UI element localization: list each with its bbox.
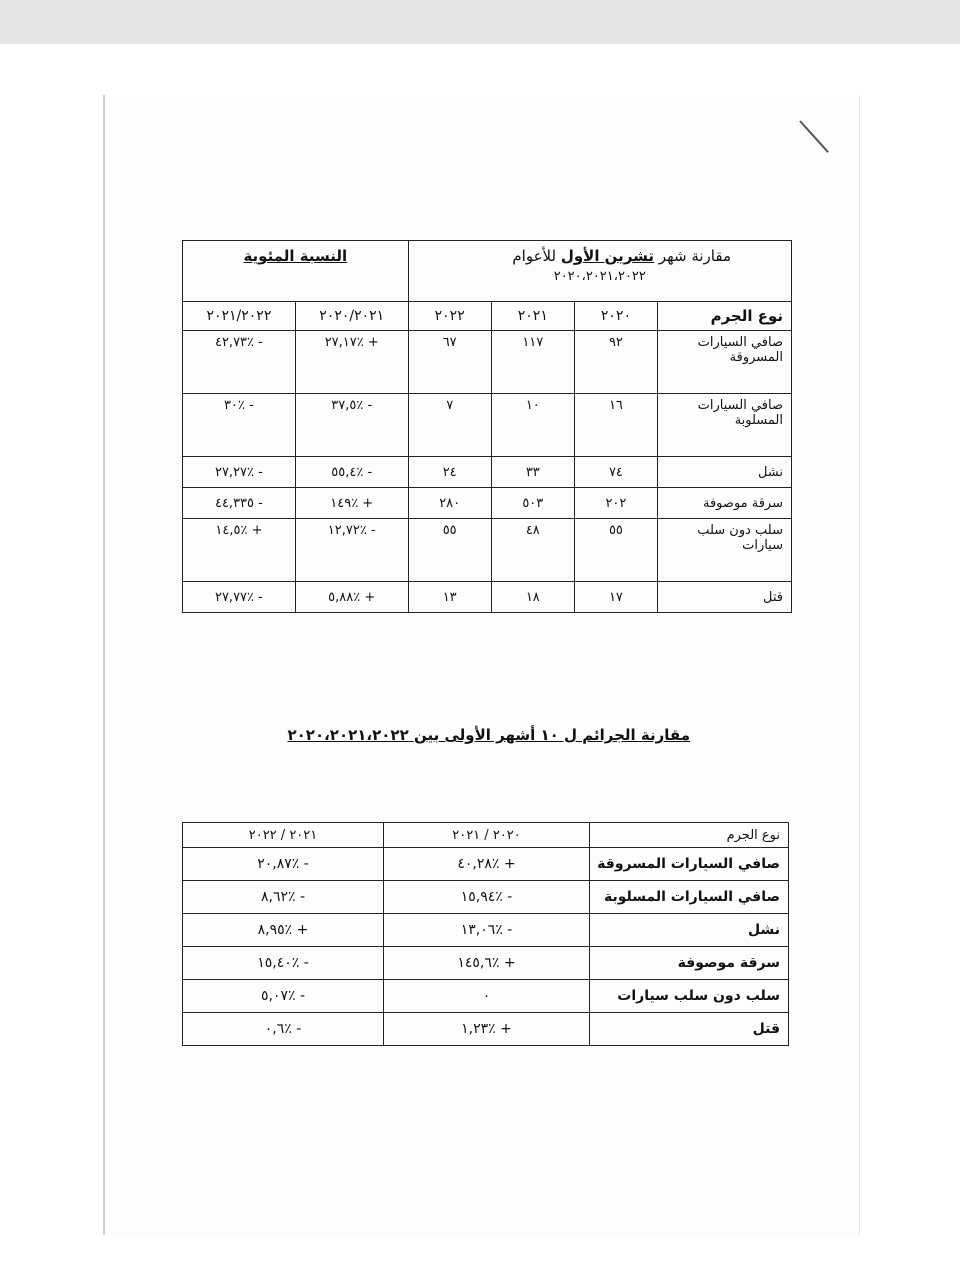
pct-2021-2022: - ٪٢٧,٧٧ xyxy=(183,582,296,613)
pct-2020-2021: - ٪٥٥,٤ xyxy=(295,457,408,488)
table1-title: مقارنة شهر تشرين الأول للأعوام xyxy=(512,247,731,265)
pct-2021-2022: - ٪٤٢,٧٣ xyxy=(183,331,296,394)
ten-months-comparison-table xyxy=(182,822,789,1046)
pct-2021-2022: - ٪٠,٦ xyxy=(183,1013,384,1046)
table-row xyxy=(183,394,792,457)
header-crime-type: نوع الجرم xyxy=(590,823,789,848)
pct-title: النسبة المئوية xyxy=(243,247,348,265)
value-2022: ٦٧ xyxy=(408,331,491,394)
value-2021: ٤٨ xyxy=(491,519,574,582)
crime-label: قتل xyxy=(590,1013,789,1046)
value-2020: ١٧ xyxy=(574,582,657,613)
pct-2020-2021: + ٪١٤٥,٦ xyxy=(384,947,590,980)
table-row xyxy=(183,947,789,980)
value-2021: ١١٧ xyxy=(491,331,574,394)
pct-2021-2022: + ٪٨,٩٥ xyxy=(183,914,384,947)
header-pct-2021-2022: ٢٠٢١/٢٠٢٢ xyxy=(183,302,296,331)
pct-2021-2022: + ٪١٤,٥ xyxy=(183,519,296,582)
header-crime-type: نوع الجرم xyxy=(658,302,792,331)
crime-label: صافي السيارات المسلوبة xyxy=(658,394,792,457)
table-row xyxy=(183,582,792,613)
crime-label: نشل xyxy=(658,457,792,488)
table-row xyxy=(183,331,792,394)
crime-label: سلب دون سلب سيارات xyxy=(658,519,792,582)
table-row xyxy=(183,980,789,1013)
october-comparison-table xyxy=(182,240,792,613)
crime-label: صافي السيارات المسروقة xyxy=(590,848,789,881)
pct-2021-2022: - ٪٥,٠٧ xyxy=(183,980,384,1013)
crime-label: صافي السيارات المسلوبة xyxy=(590,881,789,914)
pct-2020-2021: + ٪٤٠,٢٨ xyxy=(384,848,590,881)
value-2022: ١٣ xyxy=(408,582,491,613)
value-2020: ٢٠٢ xyxy=(574,488,657,519)
value-2022: ٧ xyxy=(408,394,491,457)
header-2021: ٢٠٢١ xyxy=(491,302,574,331)
value-2022: ٢٨٠ xyxy=(408,488,491,519)
table2-header-row xyxy=(183,823,789,848)
section2-heading: مقارنة الجرائم ل ١٠ أشهر الأولى بين ٢٠٢٠،٢٠٢١،٢٠٢٢ xyxy=(287,726,690,744)
crime-label: قتل xyxy=(658,582,792,613)
value-2020: ٩٢ xyxy=(574,331,657,394)
header-2020: ٢٠٢٠ xyxy=(574,302,657,331)
value-2021: ١٨ xyxy=(491,582,574,613)
pct-2021-2022: - ٪٨,٦٢ xyxy=(183,881,384,914)
table1-header-row xyxy=(183,302,792,331)
table-row xyxy=(183,488,792,519)
table1-title-years: ٢٠٢٠،٢٠٢١،٢٠٢٢ xyxy=(553,269,646,284)
value-2020: ٧٤ xyxy=(574,457,657,488)
pct-title-cell xyxy=(183,241,409,302)
pct-2021-2022: - ٪٣٠ xyxy=(183,394,296,457)
pct-2020-2021: ٠ xyxy=(384,980,590,1013)
pct-2020-2021: - ٪١٥,٩٤ xyxy=(384,881,590,914)
value-2022: ٢٤ xyxy=(408,457,491,488)
value-2021: ٣٣ xyxy=(491,457,574,488)
crime-label: سرقة موصوفة xyxy=(658,488,792,519)
pct-2021-2022: - ٪١٥,٤٠ xyxy=(183,947,384,980)
value-2021: ٥٠٣ xyxy=(491,488,574,519)
pct-2021-2022: - ٤٤,٣٣٥ xyxy=(183,488,296,519)
value-2020: ١٦ xyxy=(574,394,657,457)
table-row xyxy=(183,848,789,881)
crime-label: سلب دون سلب سيارات xyxy=(590,980,789,1013)
header-2022: ٢٠٢٢ xyxy=(408,302,491,331)
pct-2020-2021: + ٪٢٧,١٧ xyxy=(295,331,408,394)
pct-2020-2021: - ٪٣٧,٥ xyxy=(295,394,408,457)
table-row xyxy=(183,519,792,582)
header-pct-2021-2022: ٢٠٢١ / ٢٠٢٢ xyxy=(183,823,384,848)
table-row xyxy=(183,914,789,947)
crime-label: سرقة موصوفة xyxy=(590,947,789,980)
pct-2020-2021: - ٪١٢,٧٢ xyxy=(295,519,408,582)
pct-2020-2021: + ٪١٤٩ xyxy=(295,488,408,519)
pct-2020-2021: + ٪١,٢٣ xyxy=(384,1013,590,1046)
pct-2020-2021: - ٪١٣,٠٦ xyxy=(384,914,590,947)
crime-label: صافي السيارات المسروقة xyxy=(658,331,792,394)
table1-title-cell xyxy=(408,241,791,302)
pct-2021-2022: - ٪٢٠,٨٧ xyxy=(183,848,384,881)
header-pct-2020-2021: ٢٠٢٠ / ٢٠٢١ xyxy=(384,823,590,848)
table-row xyxy=(183,457,792,488)
table-row xyxy=(183,881,789,914)
pct-2020-2021: + ٪٥,٨٨ xyxy=(295,582,408,613)
value-2022: ٥٥ xyxy=(408,519,491,582)
pct-2021-2022: - ٪٢٧,٢٧ xyxy=(183,457,296,488)
crime-label: نشل xyxy=(590,914,789,947)
header-pct-2020-2021: ٢٠٢٠/٢٠٢١ xyxy=(295,302,408,331)
value-2021: ١٠ xyxy=(491,394,574,457)
value-2020: ٥٥ xyxy=(574,519,657,582)
viewer-top-bar xyxy=(0,0,960,44)
table-row xyxy=(183,1013,789,1046)
